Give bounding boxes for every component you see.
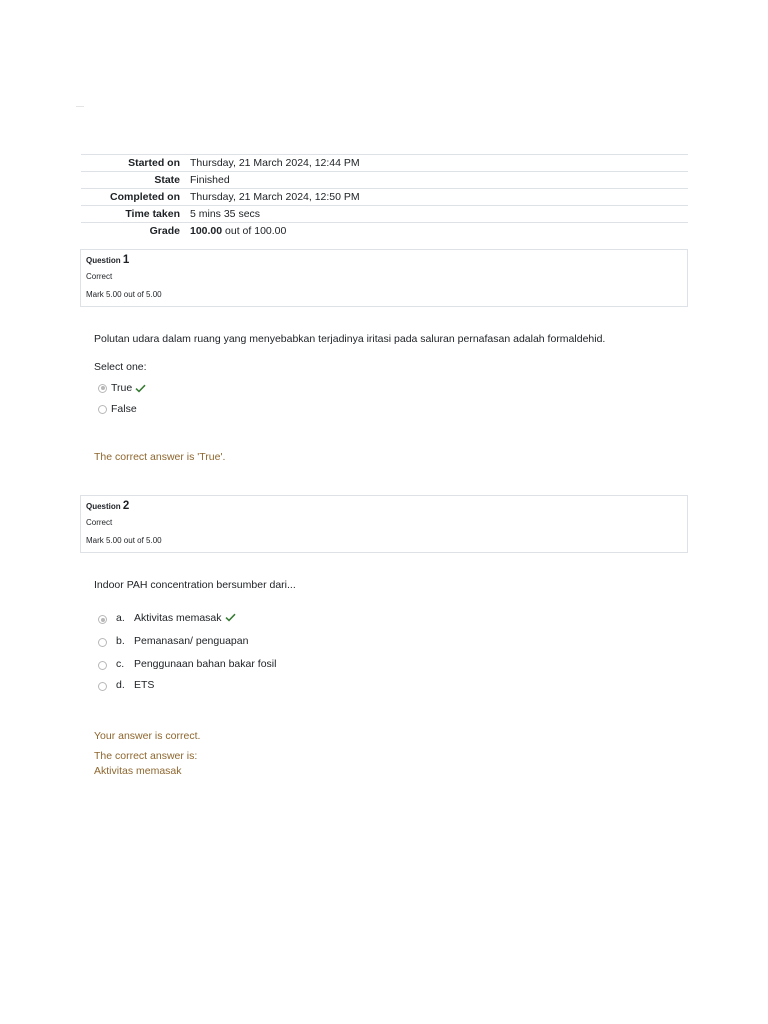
summary-value: Thursday, 21 March 2024, 12:44 PM (190, 157, 360, 169)
summary-row-state (81, 172, 688, 189)
summary-value: Finished (190, 174, 230, 186)
question-1-correct-answer: The correct answer is 'True'. (94, 451, 226, 463)
question-state: Correct (86, 518, 113, 527)
grade-score: 100.00 (190, 225, 223, 237)
summary-label: Started on (128, 157, 180, 169)
check-icon (135, 384, 146, 393)
question-1-option-false[interactable] (98, 403, 137, 415)
question-mark: Mark 5.00 out of 5.00 (86, 290, 162, 299)
question-number: Question 2 (86, 500, 130, 512)
question-1-prompt: Select one: (94, 361, 147, 373)
grade-total: out of 100.00 (222, 225, 287, 237)
question-2-correct-answer-heading: The correct answer is: (94, 750, 198, 762)
radio-icon[interactable] (98, 405, 107, 414)
radio-icon[interactable] (98, 615, 107, 624)
summary-row-started (81, 155, 688, 172)
option-letter: a. (116, 611, 125, 624)
option-letter: b. (116, 634, 125, 647)
option-label: Pemanasan/ penguapan (134, 634, 249, 647)
quiz-summary-table (81, 154, 688, 240)
question-2-option-c[interactable] (98, 657, 276, 670)
question-2-info (80, 495, 688, 553)
question-2-general-feedback: Your answer is correct. (94, 730, 201, 742)
summary-value: 5 mins 35 secs (190, 208, 261, 220)
question-2-option-d[interactable] (98, 678, 154, 691)
summary-value: Thursday, 21 March 2024, 12:50 PM (190, 191, 360, 203)
option-label: Aktivitas memasak (134, 611, 222, 624)
question-2-text: Indoor PAH concentration bersumber dari... (94, 579, 296, 591)
question-2-correct-answer-value: Aktivitas memasak (94, 765, 182, 777)
summary-row-completed (81, 189, 688, 206)
question-mark: Mark 5.00 out of 5.00 (86, 536, 162, 545)
option-label: False (111, 403, 137, 415)
option-letter: d. (116, 678, 125, 691)
option-label: ETS (134, 678, 155, 691)
summary-value (190, 223, 688, 241)
summary-label: Time taken (125, 208, 180, 220)
option-label: True (111, 382, 133, 394)
summary-row-time-taken (81, 206, 688, 223)
option-label: Penggunaan bahan bakar fosil (134, 657, 277, 670)
radio-icon[interactable] (98, 638, 107, 647)
radio-icon[interactable] (98, 682, 107, 691)
question-number: Question 1 (86, 254, 130, 266)
summary-label: Completed on (110, 191, 180, 203)
option-letter: c. (116, 657, 125, 670)
page-mark (76, 106, 84, 107)
question-2-option-b[interactable] (98, 634, 248, 647)
question-1-option-true[interactable] (98, 382, 146, 394)
question-2-option-a[interactable] (98, 611, 236, 624)
question-1-info (80, 249, 688, 307)
radio-icon[interactable] (98, 661, 107, 670)
summary-row-grade (81, 223, 688, 241)
question-1-text: Polutan udara dalam ruang yang menyebabkan terjadinya iritasi pada saluran pernafasan adalah formaldehid. (94, 333, 606, 345)
question-state: Correct (86, 272, 113, 281)
radio-icon[interactable] (98, 384, 107, 393)
summary-label: Grade (149, 225, 180, 237)
check-icon (225, 613, 236, 622)
summary-label: State (154, 174, 180, 186)
